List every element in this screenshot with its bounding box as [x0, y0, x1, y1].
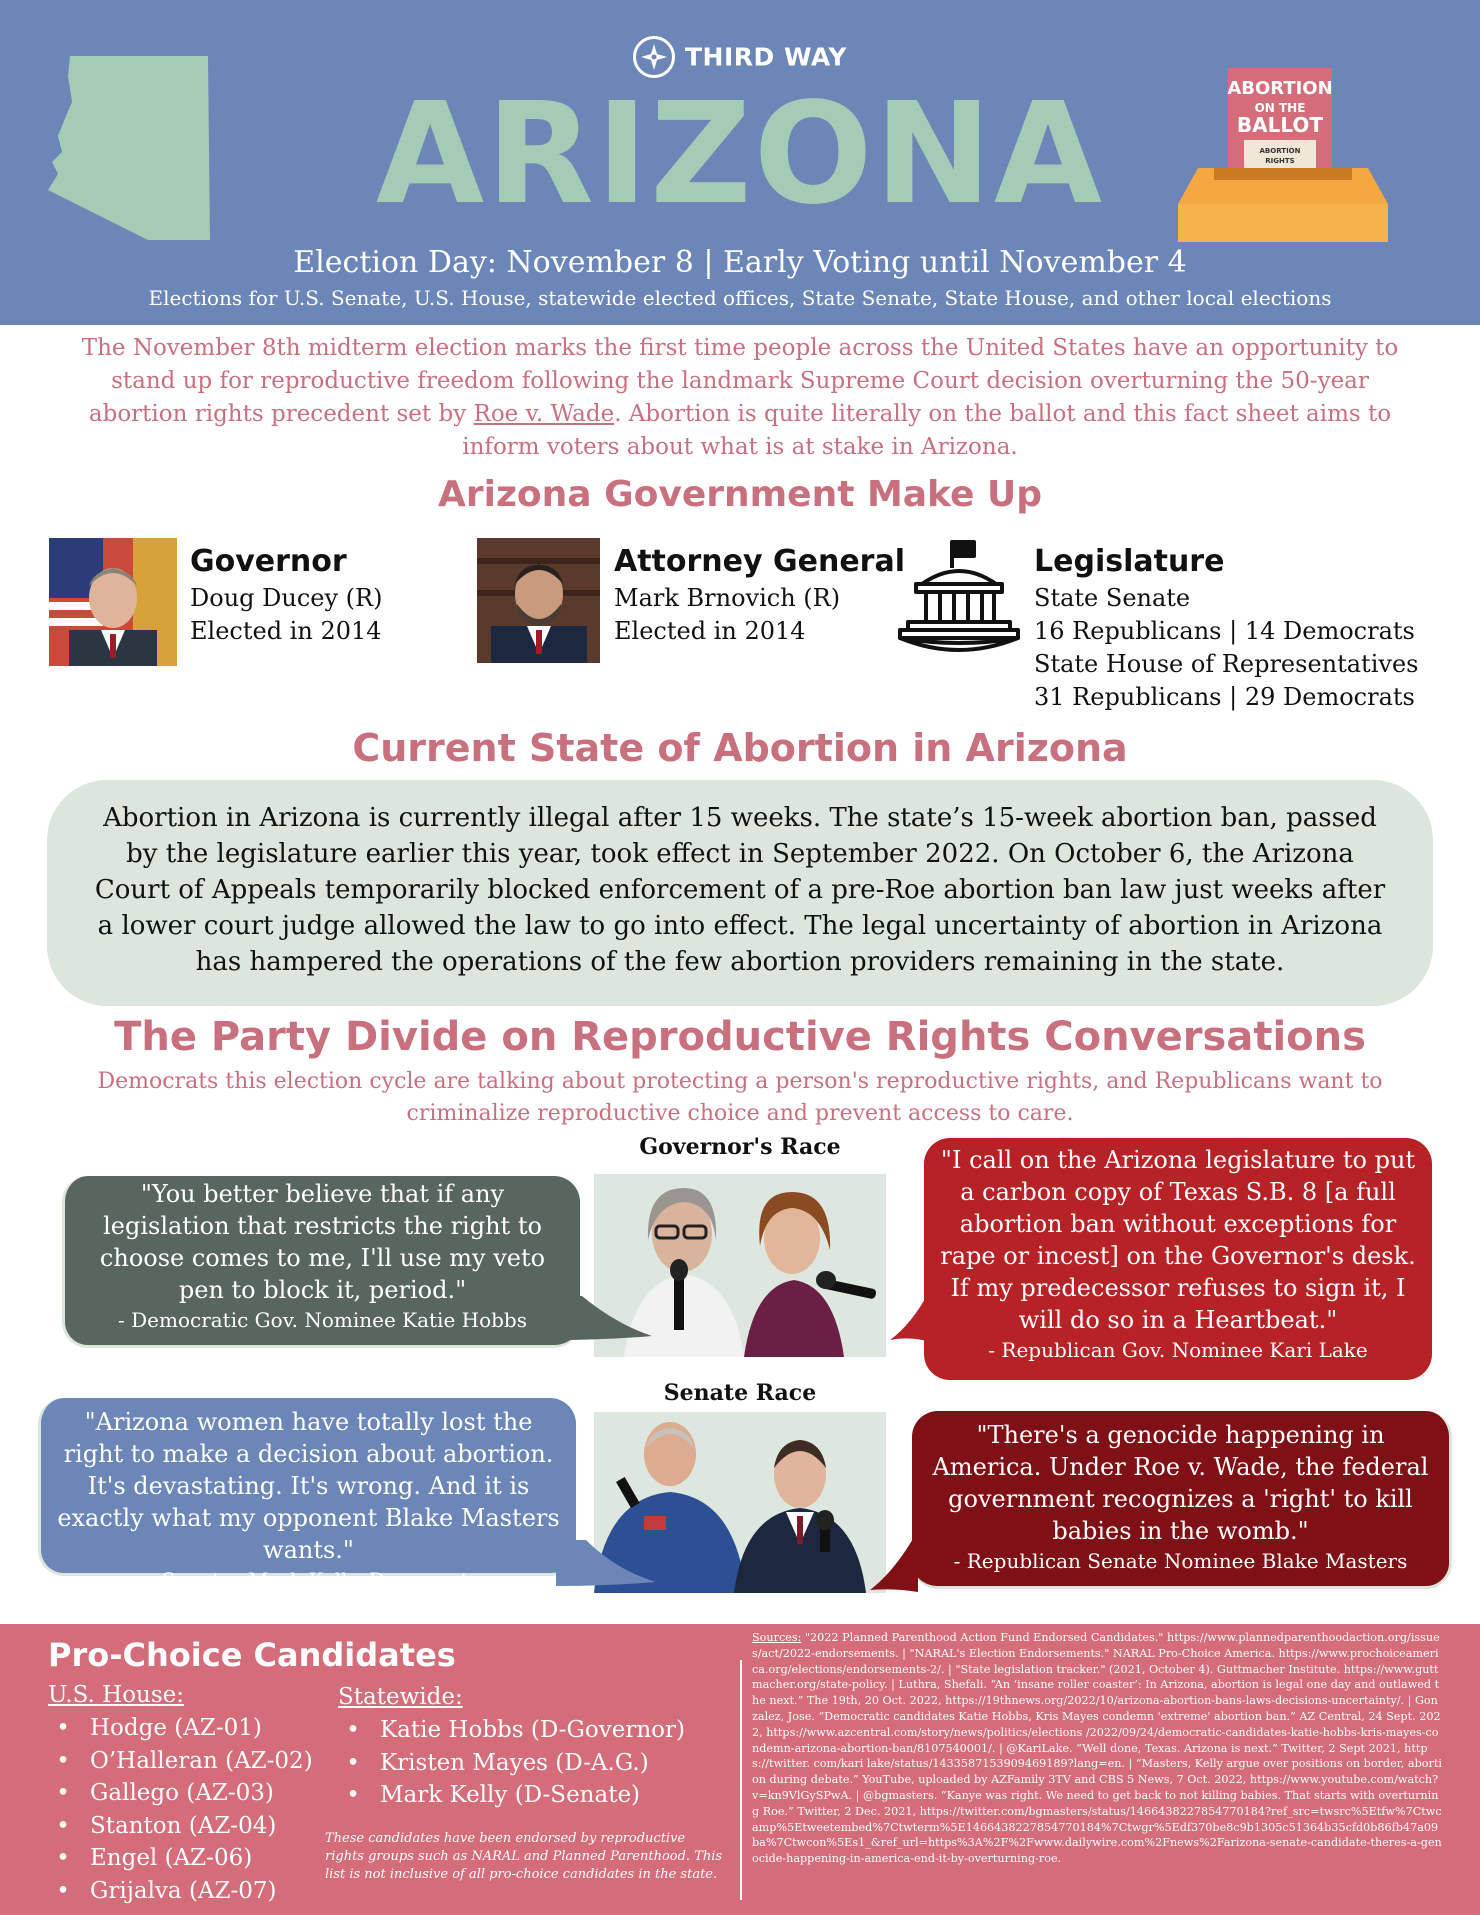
bubble-tail	[556, 1296, 652, 1340]
brand-name: THIRD WAY	[685, 42, 847, 72]
ballot-text-line: ON THE	[1254, 101, 1306, 115]
ballot-sign-line: ABORTION	[1259, 147, 1301, 155]
list-item: • Engel (AZ-06)	[50, 1842, 313, 1875]
roe-v-wade-link[interactable]: Roe v. Wade	[473, 401, 615, 427]
governor-photo	[49, 538, 177, 666]
list-item: • Hodge (AZ-01)	[50, 1712, 313, 1745]
intro-text: . Abortion is quite literally on the ballot and this fact sheet aims to inform voters about what is at stake in Arizona.	[462, 401, 1392, 460]
candidates-footnote: These candidates have been endorsed by reproductive rights groups such as NARAL and Planned Parenthood. This list is not inclusive of all pro-choice candidates in the state.	[325, 1831, 723, 1882]
bubble-tail	[870, 1530, 918, 1592]
attorney-general-photo	[477, 538, 600, 663]
senate-label: State Senate	[1034, 584, 1191, 612]
hobbs-quote-bubble	[62, 1176, 580, 1348]
ballot-text-line: BALLOT	[1236, 113, 1324, 137]
sources-text: "2022 Planned Parenthood Action Fund Endorsed Candidates." https://www.plannedparenthoodaction.org/issues/act/2022-endorsements. | "NARAL's Election Endorsements." NARAL Pro-Choice America. https://www.prochoiceamerica.org/elections/endorsements-2/. | "State legislation tracker." (2021, October 4). Guttmacher Institute. https://www.guttmacher.org/state-policy. | Luthra, Shefali. “An ‘insane roller coaster’: In Arizona, abortion is legal one day and outlawed the next.” The 19th, 20 Oct. 2022, https://19thnews.org/2022/10/arizona-abortion-bans-laws-decisions-uncertainty/. | Gonzalez, Jose. “Democratic candidates Katie Hobbs, Kris Mayes condemn 'extreme' abortion ban.” AZ Central, 24 Sept. 2022, https://www.azcentral.com/story/news/politics/elections /2022/09/24/democratic-candidates-katie-hobbs-kris-mayes-condemn-arizona-abortion-ban/8107540001/. | @KariLake. “Well done, Texas. Arizona is next.” Twitter, 2 Sept 2021, https://twitter. com/kari lake/status/1433587153909469189?lang=en. | “Masters, Kelly argue over positions on border, abortion during debate.” YouTube, uploaded by AZFamily 3TV and CBS 5 News, 7 Oct. 2022, https://www.youtube.com/watch?v=kn9VlGySPwA. | @bgmasters. “Kanye was right. We need to get back to not killing babies. That starts with overturning Roe.” Twitter, 2 Dec. 2021, https://twitter.com/bgmasters/status/1466438227854770184?ref_src=twsrc%5Etfw%7Ctwcamp%5Etweetembed%7Ctwterm%5E1466438227854770184%7Ctwgr%5Edf370be8c9b1305c51364b35cfd0b86fb47a09ba%7Ctwcon%5Es1_&ref_url=https%3A%2F%2Fwww.dailywire.com%2Fnews%2Farizona-senate-candidate-theres-a-genocide-happening-in-america-end-it-by-overturning-roe.	[752, 1631, 1442, 1866]
senate-split: 16 Republicans | 14 Democrats	[1034, 617, 1415, 645]
senate-race-label: Senate Race	[663, 1380, 817, 1406]
kelly-quote-bubble	[38, 1398, 576, 1592]
current-state-title: Current State of Abortion in Arizona	[352, 726, 1128, 770]
hobbs-attribution: - Democratic Gov. Nominee Katie Hobbs	[118, 1308, 527, 1332]
attorney-general-name: Mark Brnovich (R)	[614, 584, 841, 612]
list-item: • Stanton (AZ-04)	[50, 1810, 313, 1843]
state-title: ARIZONA	[375, 73, 1105, 236]
ballot-text-line: ABORTION	[1227, 78, 1333, 99]
governor-info	[190, 542, 382, 648]
sources-block	[752, 1630, 1442, 1867]
elections-line: Elections for U.S. Senate, U.S. House, statewide elected offices, State Senate, State House, and other local elections	[148, 286, 1332, 310]
government-title: Arizona Government Make Up	[438, 474, 1042, 515]
capitol-building-icon	[896, 538, 1022, 662]
legislature-role: Legislature	[1034, 544, 1225, 579]
kelly-attribution: - Senator Mark Kelly, Democrat	[148, 1568, 469, 1592]
election-day: Election Day: November 8 | Early Voting until November 4	[293, 245, 1187, 280]
compass-icon	[633, 36, 675, 78]
hobbs-quote: "You better believe that if any legislation that restricts the right to choose comes to me, I'll use my veto pen to block it, period."	[99, 1180, 546, 1304]
lake-quote-bubble	[924, 1138, 1432, 1380]
house-heading: U.S. House:	[48, 1682, 185, 1708]
intro-paragraph	[60, 332, 1420, 464]
lake-quote: "I call on the Arizona legislature to put a carbon copy of Texas S.B. 8 [a full abortion ban without exceptions for rape or incest] on the Governor's desk. If my predecessor refuses to sign it, I will do so in a Heartbeat."	[940, 1146, 1416, 1334]
list-item: • Mark Kelly (D-Senate)	[340, 1779, 685, 1812]
kelly-quote: "Arizona women have totally lost the right to make a decision about abortion. It's devastating. It's wrong. And it is exactly what my opponent Blake Masters wants."	[57, 1408, 560, 1564]
house-label: State House of Representatives	[1034, 650, 1419, 678]
pro-choice-title: Pro-Choice Candidates	[48, 1636, 456, 1674]
party-divide-title: The Party Divide on Reproductive Rights Conversations	[114, 1014, 1366, 1060]
sources-label: Sources:	[752, 1631, 802, 1644]
list-item: • Kristen Mayes (D-A.G.)	[340, 1747, 685, 1780]
intro-text: The November 8th midterm election marks the first time people across the United States have an opportunity to stand up for reproductive freedom following the landmark Supreme Court decision overturning the 50-year abortion rights precedent set by	[81, 335, 1399, 427]
bubble-tail	[890, 1290, 930, 1342]
masters-quote-bubble	[912, 1411, 1452, 1589]
legislature-info	[1034, 542, 1418, 714]
lake-attribution: - Republican Gov. Nominee Kari Lake	[988, 1338, 1368, 1362]
current-state-box: Abortion in Arizona is currently illegal after 15 weeks. The state’s 15-week abortion ban, passed by the legislature earlier this year, took effect in September 2022. On October 6, the Arizona Court of Appeals temporarily blocked enforcement of a pre-Roe abortion ban law just weeks after a lower court judge allowed the law to go into effect. The legal uncertainty of abortion in Arizona has hampered the operations of the few abortion providers remaining in the state.	[47, 780, 1433, 1006]
footer-divider	[740, 1660, 742, 1900]
attorney-general-elected: Elected in 2014	[614, 617, 806, 645]
list-item: • Grijalva (AZ-07)	[50, 1875, 313, 1908]
masters-attribution: - Republican Senate Nominee Blake Masters	[953, 1549, 1408, 1573]
governor-name: Doug Ducey (R)	[190, 584, 383, 612]
statewide-heading: Statewide:	[338, 1684, 463, 1710]
governor-role: Governor	[190, 544, 347, 579]
attorney-general-info	[614, 542, 905, 648]
list-item: • O’Halleran (AZ-02)	[50, 1745, 313, 1778]
house-split: 31 Republicans | 29 Democrats	[1034, 683, 1415, 711]
governor-elected: Elected in 2014	[190, 617, 382, 645]
house-candidate-list	[50, 1712, 313, 1907]
attorney-general-role: Attorney General	[614, 544, 906, 579]
bubble-tail	[556, 1540, 656, 1586]
ballot-sign-line: RIGHTS	[1265, 157, 1295, 165]
statewide-candidate-list	[340, 1714, 685, 1812]
governor-race-label: Governor's Race	[639, 1134, 841, 1160]
list-item: • Gallego (AZ-03)	[50, 1777, 313, 1810]
party-divide-subtitle: Democrats this election cycle are talking about protecting a person's reproductive rights, and Republicans want to criminalize reproductive choice and prevent access to care.	[97, 1069, 1383, 1126]
list-item: • Katie Hobbs (D-Governor)	[340, 1714, 685, 1747]
masters-quote: "There's a genocide happening in America. Under Roe v. Wade, the federal government recognizes a 'right' to kill babies in the womb."	[932, 1421, 1429, 1545]
ballot-box-icon	[1178, 64, 1388, 244]
